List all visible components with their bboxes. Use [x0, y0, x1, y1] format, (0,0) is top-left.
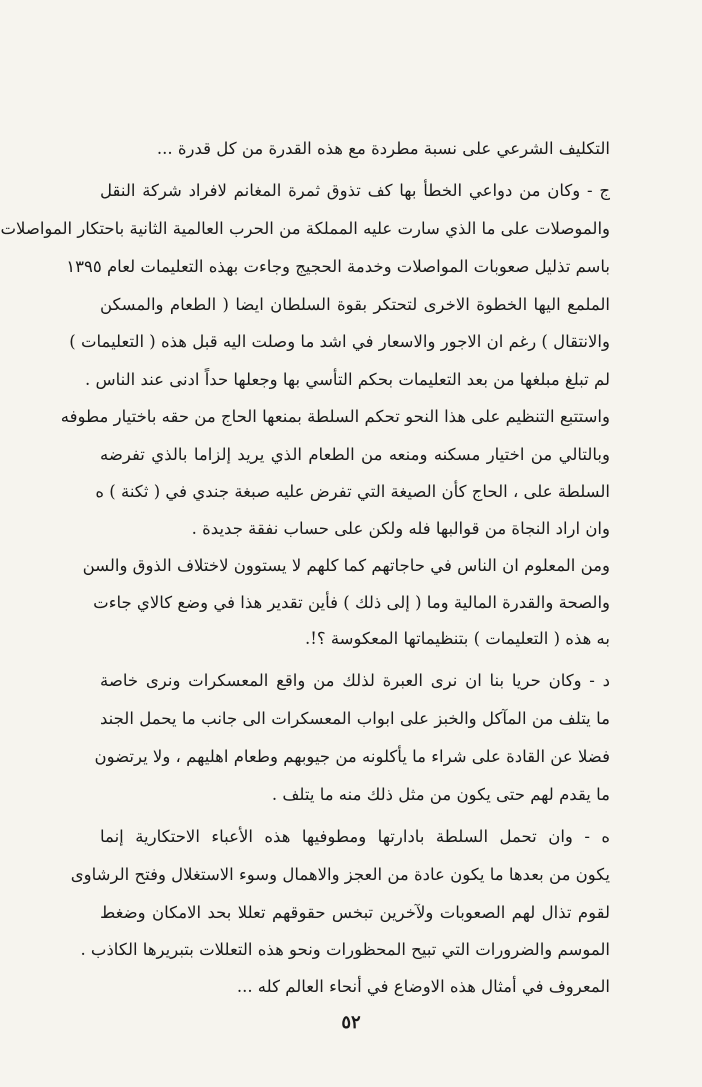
text-line: فضلا عن القادة على شراء ما يأكلونه من جيوبهم وطعام اهليهم ، ولا يرتضون — [94, 747, 610, 766]
text-line: باسم تذليل صعوبات المواصلات وخدمة الحجيج وجاءت بهذه التعليمات لعام ١٣٩٥ — [66, 257, 610, 276]
text-line: ومن المعلوم ان الناس في حاجاتهم كما كلهم لا يستوون لاختلاف الذوق والسن — [82, 556, 610, 575]
text-line: لقوم تذال لهم الصعوبات ولآخرين تبخس حقوقهم تعللا بحد الامكان وضغط — [100, 903, 610, 922]
text-line: ه - وان تحمل السلطة بادارتها ومطوفيها هذه الأعباء الاحتكارية إنما — [100, 827, 610, 846]
text-line: به هذه ( التعليمات ) بتنظيماتها المعكوسة ؟!. — [304, 629, 610, 648]
text-line: السلطة على ، الحاج كأن الصيغة التي تفرض عليه صبغة جندي في ( ثكنة ) ه — [95, 482, 610, 501]
text-line: لم تبلغ مبلغها من بعد التعليمات بحكم التأسي بها وجعلها حداً ادنى عند الناس . — [84, 370, 610, 389]
text-line: ما يقدم لهم حتى يكون من مثل ذلك منه ما يتلف . — [271, 785, 610, 804]
text-line: والانتقال ) رغم ان الاجور والاسعار في اشد ما وصلت اليه قبل هذه ( التعليمات ) — [69, 332, 610, 351]
text-line: وان اراد النجاة من قوالبها فله ولكن على حساب نفقة جديدة . — [191, 519, 610, 538]
text-line: الموسم والضرورات التي تبيح المحظورات ونحو هذه التعللات بتبريرها الكاذب . — [80, 940, 610, 959]
text-line: واستتبع التنظيم على هذا النحو تحكم السلطة بمنعها الحاج من حقه باختيار مطوفه — [60, 407, 610, 426]
text-line: ما يتلف من المآكل والخبز على ابواب المعسكرات الى جانب ما يحمل الجند — [100, 709, 610, 728]
text-line: والصحة والقدرة المالية وما ( إلى ذلك ) فأين تقدير هذا في وضع كالاي جاءت — [93, 593, 610, 612]
page-number: ٥٢ — [341, 1012, 361, 1033]
text-line: ج - وكان من دواعي الخطأ بها كف تذوق ثمرة المغانم لافراد شركة النقل — [100, 181, 610, 200]
text-line: والموصلات على ما الذي سارت عليه المملكة من الحرب العالمية الثانية باحتكار المواصلات — [0, 219, 610, 238]
text-line: التكليف الشرعي على نسبة مطردة مع هذه القدرة من كل قدرة ... — [156, 139, 610, 158]
text-line: الملمع اليها الخطوة الاخرى لتحتكر بقوة السلطان ايضا ( الطعام والمسكن — [100, 295, 610, 314]
text-line: يكون من بعدها ما يكون عادة من العجز والاهمال وسوء الاستغلال وفتح الرشاوى — [70, 865, 610, 884]
text-line: المعروف في أمثال هذه الاوضاع في أنحاء العالم كله ... — [236, 977, 610, 996]
text-line: د - وكان حريا بنا ان نرى العبرة لذلك من واقع المعسكرات ونرى خاصة — [100, 671, 610, 690]
text-line: وبالتالي من اختيار مسكنه ومنعه من الطعام الذي يريد إلزاما بالذي تفرضه — [100, 445, 610, 464]
